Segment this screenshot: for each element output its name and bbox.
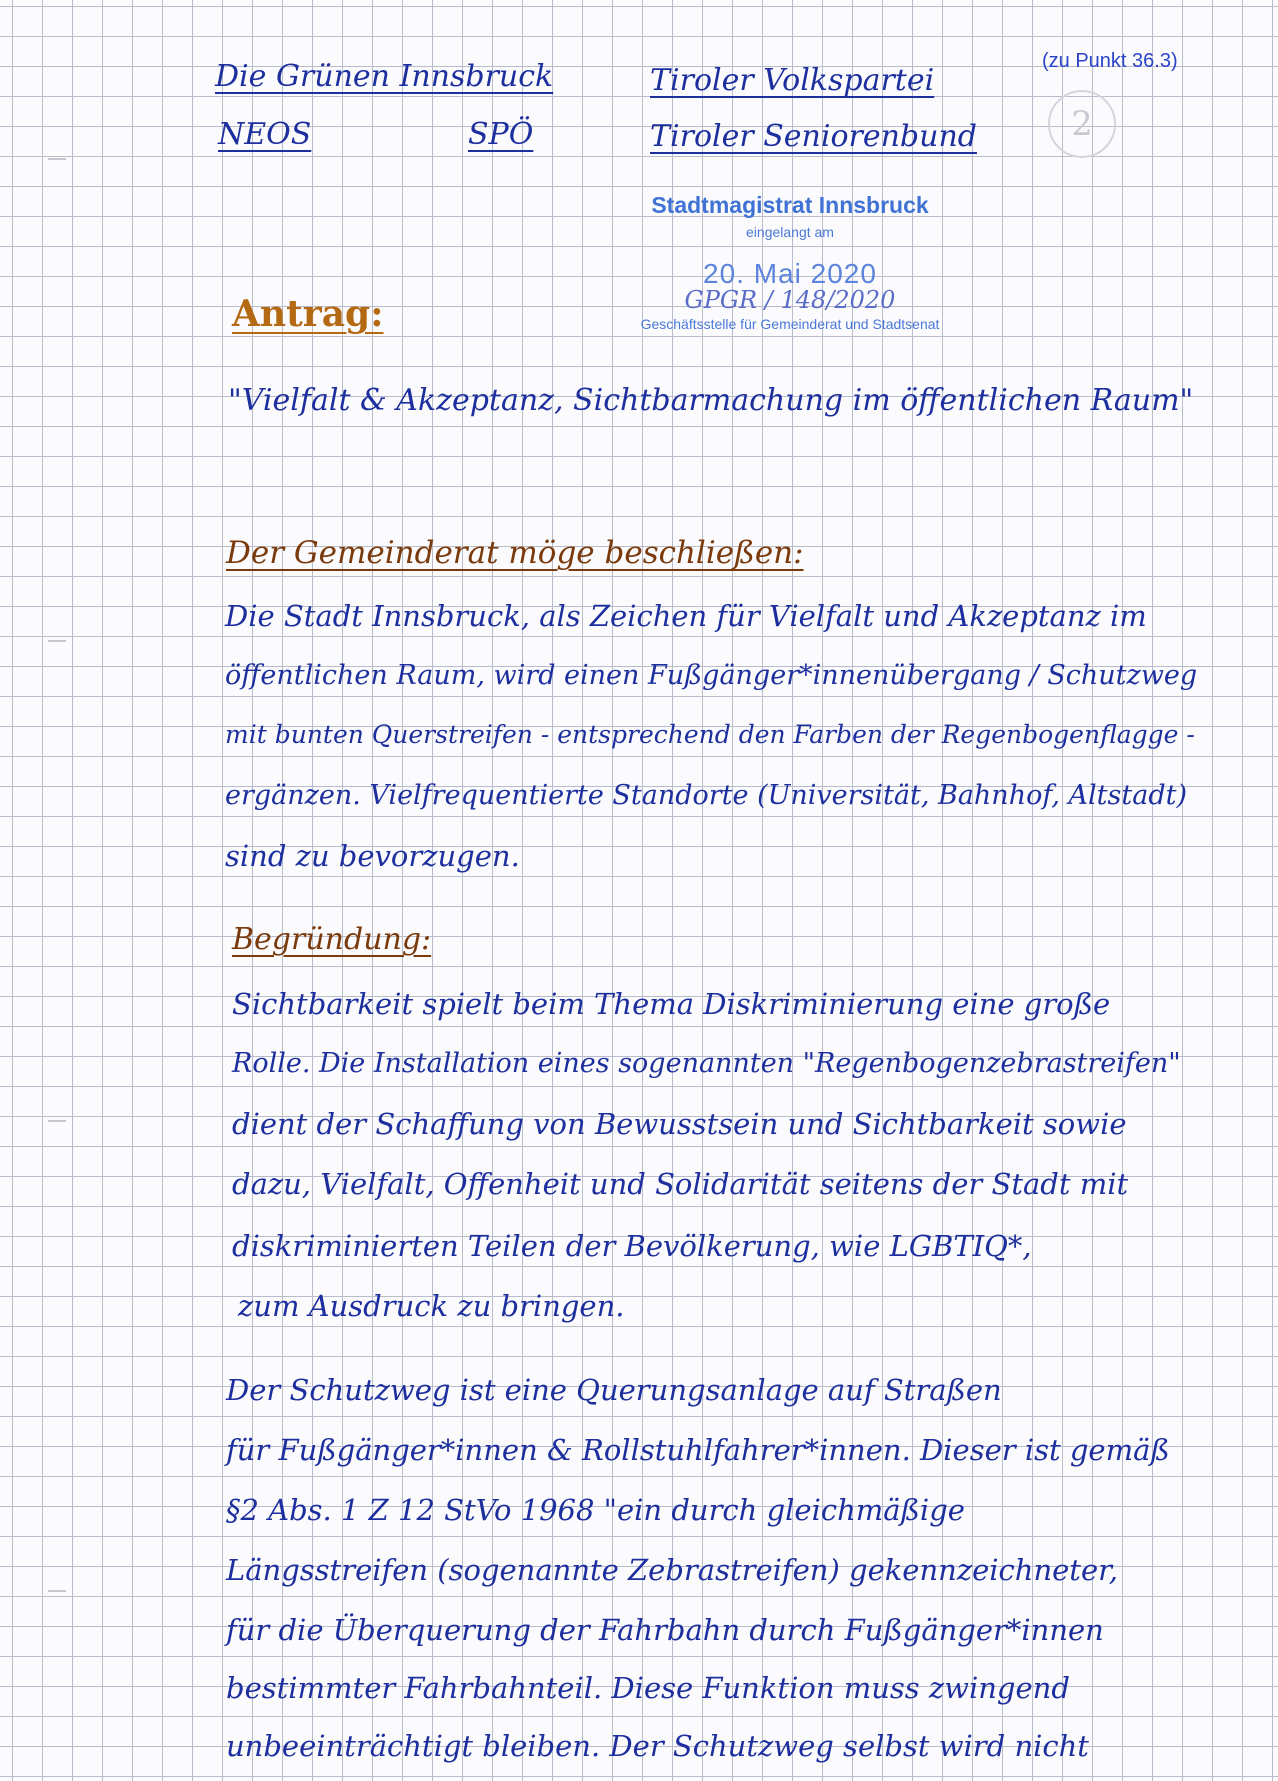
text-line: öffentlichen Raum, wird einen Fußgänger*innenübergang / Schutzweg (225, 660, 1198, 691)
antrag-heading: Antrag: (232, 293, 384, 335)
stamp-subtitle: eingelangt am (746, 224, 834, 240)
stamp-date: 20. Mai 2020 (703, 258, 877, 289)
text-line: bestimmter Fahrbahnteil. Diese Funktion muss zwingend (226, 1671, 1070, 1705)
beschluss-heading: Der Gemeinderat möge beschließen: (226, 535, 804, 571)
text-line: dazu, Vielfalt, Offenheit und Solidarität seitens der Stadt mit (232, 1167, 1129, 1201)
text-line: unbeeinträchtigt bleiben. Der Schutzweg selbst wird nicht (226, 1729, 1089, 1763)
text-line: diskriminierten Teilen der Bevölkerung, wie LGBTIQ*, (232, 1229, 1032, 1263)
antrag-title: "Vielfalt & Akzeptanz, Sichtbarmachung im öffentlichen Raum" (228, 383, 1194, 418)
agenda-reference: (zu Punkt 36.3) (1042, 50, 1178, 72)
text-line: dient der Schaffung von Bewusstsein und Sichtbarkeit sowie (232, 1107, 1127, 1141)
party-gruene: Die Grünen Innsbruck (215, 59, 554, 94)
text-line: Der Schutzweg ist eine Querungsanlage auf Straßen (226, 1373, 1002, 1407)
page-number-circle (1048, 90, 1116, 158)
text-line: sind zu bevorzugen. (225, 839, 520, 873)
text-line: zum Ausdruck zu bringen. (238, 1289, 625, 1323)
stamp-number: GPGR / 148/2020 (684, 286, 896, 314)
party-spoe: SPÖ (468, 117, 534, 152)
text-line: Sichtbarkeit spielt beim Thema Diskriminierung eine große (232, 987, 1111, 1021)
text-line: Die Stadt Innsbruck, als Zeichen für Vielfalt und Akzeptanz im (225, 599, 1147, 633)
page-number: 2 (1071, 104, 1093, 144)
stamp-footer: Geschäftsstelle für Gemeinderat und Stadtsenat (640, 316, 940, 332)
begruendung-heading: Begründung: (232, 922, 432, 957)
party-seniorenbund: Tiroler Seniorenbund (650, 119, 977, 154)
text-line: ergänzen. Vielfrequentierte Standorte (Universität, Bahnhof, Altstadt) (225, 780, 1187, 811)
text-line: für die Überquerung der Fahrbahn durch Fußgänger*innen (226, 1613, 1104, 1647)
text-line: Längsstreifen (sogenannte Zebrastreifen) gekennzeichneter, (226, 1553, 1119, 1587)
text-line: Rolle. Die Installation eines sogenannten "Regenbogenzebrastreifen" (232, 1048, 1181, 1079)
text-line: für Fußgänger*innen & Rollstuhlfahrer*innen. Dieser ist gemäß (226, 1433, 1170, 1467)
text-line: §2 Abs. 1 Z 12 StVo 1968 "ein durch gleichmäßige (226, 1493, 965, 1527)
stamp-title: Stadtmagistrat Innsbruck (651, 192, 929, 218)
party-neos: NEOS (218, 117, 312, 152)
party-oevp: Tiroler Volkspartei (650, 63, 935, 98)
text-line: mit bunten Querstreifen - entsprechend den Farben der Regenbogenflagge - (225, 720, 1195, 749)
